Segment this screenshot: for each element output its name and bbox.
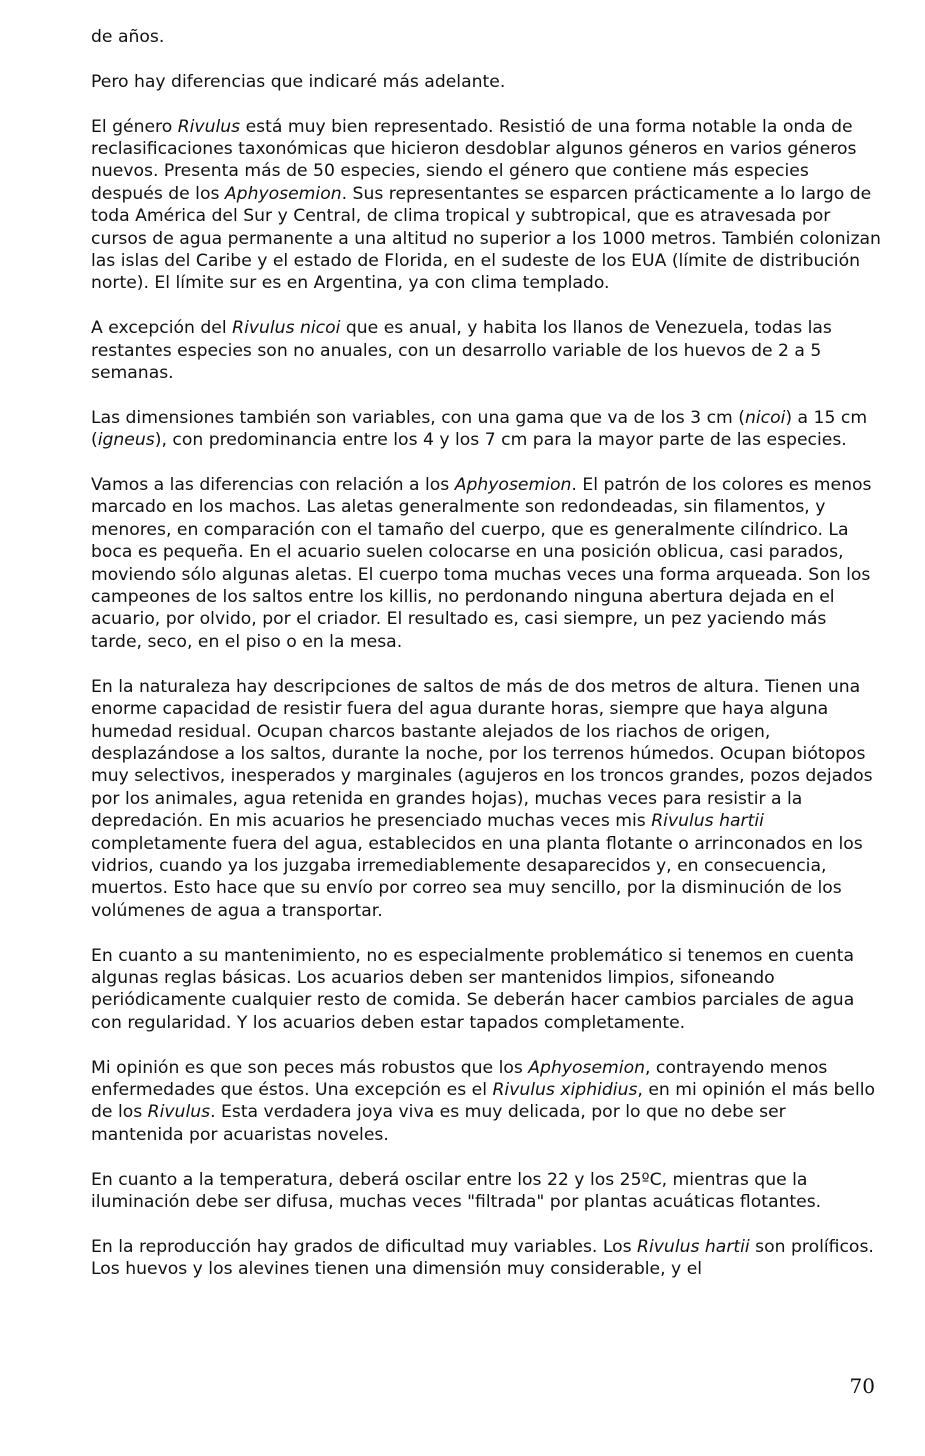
species-name: Rivulus xiphidius — [492, 1079, 638, 1100]
text-run: En cuanto a la temperatura, deberá oscilar entre los 22 y los 25ºC, mientras que la iluminación debe ser difusa, muchas veces "filtrada" por plantas acuáticas flotantes. — [91, 1169, 822, 1212]
text-run: . El patrón de los colores es menos marcado en los machos. Las aletas generalmente son redondeadas, sin filamentos, y menores, en comparación con el tamaño del cuerpo, que es generalmente cilíndrico. La boca es pequeña. En el acuario suelen colocarse en una posición oblicua, casi parados, moviendo sólo algunas aletas. El cuerpo toma muchas veces una forma arqueada. Son los campeones de los saltos entre los killis, no perdonando ninguna abertura dejada en el acuario, por olvido, por el criador. El resultado es, casi siempre, un pez yaciendo más tarde, seco, en el piso o en la mesa. — [91, 475, 872, 652]
text-run: A excepción del — [91, 318, 233, 339]
species-name: Rivulus — [177, 116, 241, 137]
text-run: completamente fuera del agua, establecidos en una planta flotante o arrinconados en los vidrios, cuando ya los juzgaba irremediablemente desaparecidos y, en consecuencia, muertos. Esto hace que su envío por correo sea muy sencillo, por la disminución de los volúmenes de agua a transportar. — [91, 833, 863, 921]
text-run: Vamos a las diferencias con relación a los — [91, 475, 455, 496]
text-run: . Sus representantes se esparcen prácticamente a lo largo de toda América del Sur y Central, de clima tropical y subtropical, que es atravesada por cursos de agua permanente a una altitud no superior a los 1000 metros. También colonizan las islas del Caribe y el estado de Florida, en el sudeste de los EUA (límite de distribución norte). El límite sur es en Argentina, ya con clima templado. — [91, 183, 881, 294]
paragraph — [91, 26, 881, 48]
species-name: igneus — [97, 430, 155, 451]
species-name: Aphyosemion — [454, 475, 572, 496]
species-name: Rivulus hartii — [637, 1236, 750, 1257]
paragraph — [91, 1057, 881, 1147]
text-run: En la naturaleza hay descripciones de saltos de más de dos metros de altura. Tienen una enorme capacidad de resistir fuera del agua durante horas, siempre que haya alguna humedad residual. Ocupan charcos bastante alejados de los riachos de origen, desplazándose a los saltos, durante la noche, por los terrenos húmedos. Ocupan biótopos muy selectivos, inesperados y marginales (agujeros en los troncos grandes, pozos dejados por los animales, agua retenida en grandes hojas), muchas veces para resistir a la depredación. En mis acuarios he presenciado muchas veces mis — [91, 676, 873, 832]
paragraph — [91, 1169, 881, 1214]
species-name: Rivulus hartii — [651, 811, 764, 832]
page-number: 70 — [849, 1374, 875, 1398]
species-name: Rivulus — [147, 1102, 211, 1123]
text-run: que es anual, y habita los llanos de Venezuela, todas las restantes especies son no anuales, con un desarrollo variable de los huevos de 2 a 5 semanas. — [91, 318, 832, 384]
text-run: . Esta verdadera joya viva es muy delicada, por lo que no debe ser mantenida por acuaristas noveles. — [91, 1102, 786, 1145]
paragraph — [91, 945, 881, 1035]
paragraph — [91, 676, 881, 922]
paragraph — [91, 116, 881, 295]
text-run: , contrayendo menos enfermedades que éstos. Una excepción es el — [91, 1057, 828, 1100]
text-run: , en mi opinión el más bello de los — [91, 1079, 876, 1123]
species-name: Rivulus nicoi — [232, 318, 341, 339]
text-run: En la reproducción hay grados de dificultad muy variables. Los — [91, 1236, 638, 1257]
text-run: de años. — [91, 27, 165, 47]
paragraph — [91, 317, 881, 384]
species-name: Aphyosemion — [224, 183, 342, 204]
document-body — [91, 26, 881, 1303]
paragraph — [91, 71, 881, 93]
paragraph — [91, 407, 881, 452]
paragraph — [91, 474, 881, 653]
text-run: Mi opinión es que son peces más robustos que los — [91, 1057, 529, 1078]
text-run: Pero hay diferencias que indicaré más adelante. — [91, 71, 506, 92]
text-run: En cuanto a su mantenimiento, no es especialmente problemático si tenemos en cuenta algunas reglas básicas. Los acuarios deben ser mantenidos limpios, sifoneando periódicamente cualquier resto de comida. Se deberán hacer cambios parciales de agua con regularidad. Y los acuarios deben estar tapados completamente. — [91, 945, 855, 1033]
text-run: ) a 15 cm ( — [91, 407, 868, 451]
species-name: Aphyosemion — [528, 1057, 645, 1078]
text-run: está muy bien representado. Resistió de una forma notable la onda de reclasificaciones taxonómicas que hicieron desdoblar algunos géneros en varios géneros nuevos. Presenta más de 50 especies, siendo el género que contiene más especies después de los — [91, 116, 857, 204]
text-run: son prolíficos. Los huevos y los alevines tienen una dimensión muy considerable, y el — [91, 1236, 874, 1280]
paragraph — [91, 1236, 881, 1281]
species-name: nicoi — [744, 407, 786, 428]
text-run: El género — [91, 116, 178, 137]
text-run: Las dimensiones también son variables, con una gama que va de los 3 cm ( — [91, 407, 745, 428]
text-run: ), con predominancia entre los 4 y los 7 cm para la mayor parte de las especies. — [154, 430, 847, 451]
